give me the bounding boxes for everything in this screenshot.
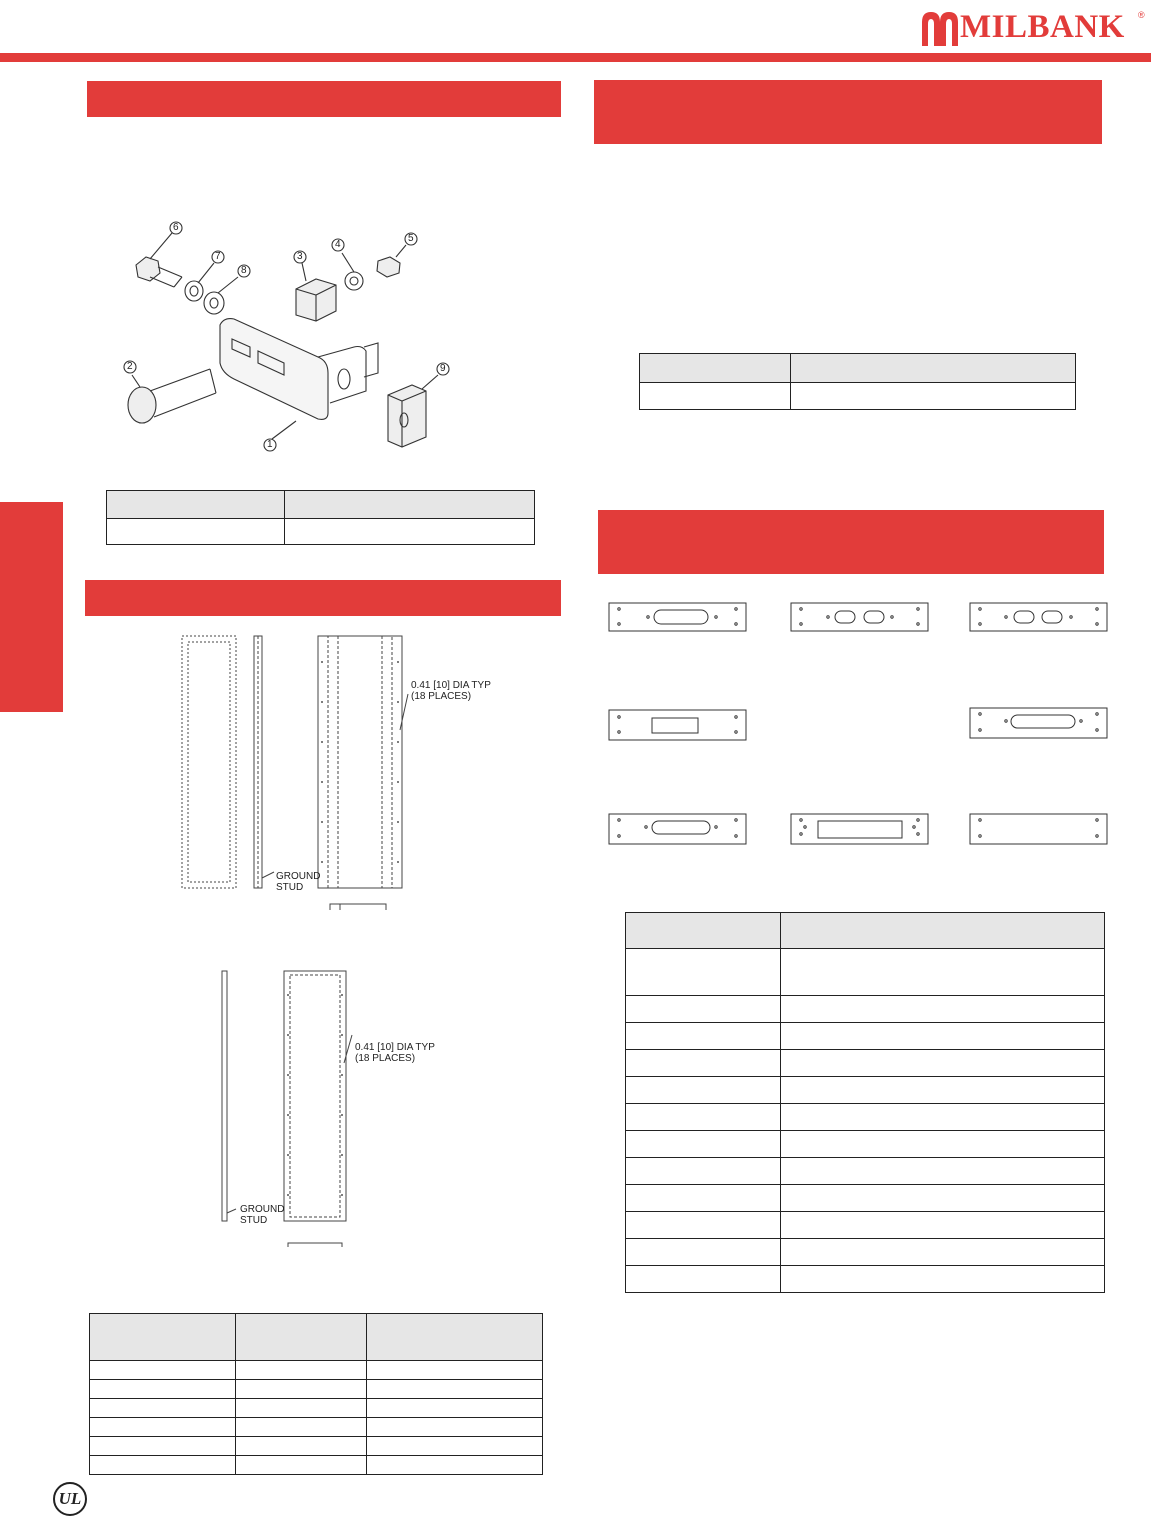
table-header-cell <box>791 354 1076 383</box>
table-row <box>626 1185 1105 1212</box>
table-cell <box>285 519 535 545</box>
hole-note-line1-b: 0.41 [10] DIA TYP <box>355 1042 435 1053</box>
table-cell <box>626 1077 781 1104</box>
table-row <box>90 1380 543 1399</box>
table-cell <box>781 1185 1105 1212</box>
table-cell <box>626 1131 781 1158</box>
table-cell <box>781 1158 1105 1185</box>
table-cell <box>781 1212 1105 1239</box>
ground-stud-label-line1: GROUND <box>276 871 321 882</box>
table-cell <box>626 1104 781 1131</box>
table-cell <box>626 949 781 996</box>
table-cell <box>236 1380 367 1399</box>
table-row <box>90 1437 543 1456</box>
section-banner-panels <box>85 580 561 616</box>
plate-drawings-grid <box>606 598 1111 850</box>
table-header-cell <box>285 491 535 519</box>
table-cell <box>367 1399 543 1418</box>
table-cell <box>367 1456 543 1475</box>
table-cell <box>626 1239 781 1266</box>
hole-note-line2: (18 PLACES) <box>411 691 472 702</box>
table-row <box>626 1212 1105 1239</box>
table-cell <box>781 1023 1105 1050</box>
table-row <box>626 1104 1105 1131</box>
table-cell <box>107 519 285 545</box>
table-cell <box>90 1361 236 1380</box>
table-cell <box>626 1050 781 1077</box>
table-header-cell <box>367 1314 543 1361</box>
hole-note-line1: 0.41 [10] DIA TYP <box>411 680 491 691</box>
callout-4: 4 <box>335 239 341 250</box>
plate-large-rectangular <box>791 814 928 844</box>
callout-6: 6 <box>173 222 179 233</box>
brand-name: MILBANK <box>960 9 1125 45</box>
table-row <box>90 1361 543 1380</box>
section-banner-plates <box>598 510 1104 574</box>
table-header-cell <box>781 913 1105 949</box>
plate-double-oval <box>791 603 928 631</box>
table-header-cell <box>107 491 285 519</box>
table-cell <box>367 1418 543 1437</box>
registered-mark: ® <box>1138 10 1145 20</box>
plate-double-oval-alt <box>970 603 1107 631</box>
table-row <box>640 383 1076 410</box>
table-row <box>626 1050 1105 1077</box>
section-side-tab <box>0 502 63 712</box>
table-row <box>90 1399 543 1418</box>
table-cell <box>781 1050 1105 1077</box>
ground-stud-label-line2-b: STUD <box>240 1215 268 1226</box>
table-cell <box>90 1380 236 1399</box>
table-cell <box>90 1437 236 1456</box>
table-cell <box>626 996 781 1023</box>
table-cell <box>236 1456 367 1475</box>
table-header-row <box>90 1314 543 1361</box>
table-row <box>626 1239 1105 1266</box>
table-row <box>626 996 1105 1023</box>
plate-long-oval <box>970 708 1107 738</box>
table-cell <box>367 1437 543 1456</box>
table-cell <box>781 1239 1105 1266</box>
table-row <box>90 1456 543 1475</box>
table-header-cell <box>626 913 781 949</box>
table-row <box>626 1077 1105 1104</box>
table-header-row <box>626 913 1105 949</box>
table-header-row <box>640 354 1076 383</box>
table-cell <box>626 1023 781 1050</box>
table-row <box>626 1158 1105 1185</box>
table-cell <box>626 1212 781 1239</box>
table-cell <box>781 1077 1105 1104</box>
ground-stud-label-line2: STUD <box>276 882 304 893</box>
table-row <box>90 1418 543 1437</box>
ground-stud-label-line1-b: GROUND <box>240 1204 285 1215</box>
hardware-exploded-drawing <box>120 215 460 455</box>
table-cell <box>626 1266 781 1293</box>
table-cell <box>626 1158 781 1185</box>
brand-logo <box>920 8 1148 48</box>
table-cell <box>781 1266 1105 1293</box>
callout-5: 5 <box>408 233 414 244</box>
plate-long-oval-b <box>609 814 746 844</box>
callout-2: 2 <box>127 361 133 372</box>
callout-3: 3 <box>297 251 303 262</box>
panel-table <box>89 1313 543 1475</box>
hardware-table <box>106 490 535 545</box>
table-cell <box>236 1361 367 1380</box>
table-header-row <box>107 491 535 519</box>
header-rule <box>0 53 1151 62</box>
section-banner-hardware <box>87 81 561 117</box>
ul-listing-mark <box>53 1482 87 1516</box>
catalog-table <box>639 353 1076 410</box>
table-row <box>626 949 1105 996</box>
plate-rectangular <box>609 710 746 740</box>
table-cell <box>781 949 1105 996</box>
table-header-cell <box>640 354 791 383</box>
hex-bolt <box>136 257 182 287</box>
table-row <box>107 519 535 545</box>
section-banner-top-right <box>594 80 1102 144</box>
table-cell <box>791 383 1076 410</box>
side-panel-drawing-tall <box>178 632 518 917</box>
table-cell <box>367 1380 543 1399</box>
callout-7: 7 <box>215 251 221 262</box>
plate-table <box>625 912 1105 1293</box>
table-cell <box>236 1399 367 1418</box>
plate-blank <box>970 814 1107 844</box>
plate-oval-single <box>609 603 746 631</box>
callout-9: 9 <box>440 363 446 374</box>
callout-1: 1 <box>267 439 273 450</box>
table-row <box>626 1131 1105 1158</box>
table-cell <box>90 1456 236 1475</box>
table-cell <box>626 1185 781 1212</box>
table-row <box>626 1266 1105 1293</box>
callout-8: 8 <box>241 265 247 276</box>
table-cell <box>236 1418 367 1437</box>
table-cell <box>781 1131 1105 1158</box>
table-cell <box>90 1418 236 1437</box>
table-cell <box>236 1437 367 1456</box>
ul-mark-text: UL <box>58 1489 82 1508</box>
table-header-cell <box>90 1314 236 1361</box>
hole-note-line2-b: (18 PLACES) <box>355 1053 416 1064</box>
table-row <box>626 1023 1105 1050</box>
table-cell <box>781 996 1105 1023</box>
table-cell <box>640 383 791 410</box>
table-cell <box>90 1399 236 1418</box>
table-cell <box>367 1361 543 1380</box>
table-cell <box>781 1104 1105 1131</box>
table-header-cell <box>236 1314 367 1361</box>
